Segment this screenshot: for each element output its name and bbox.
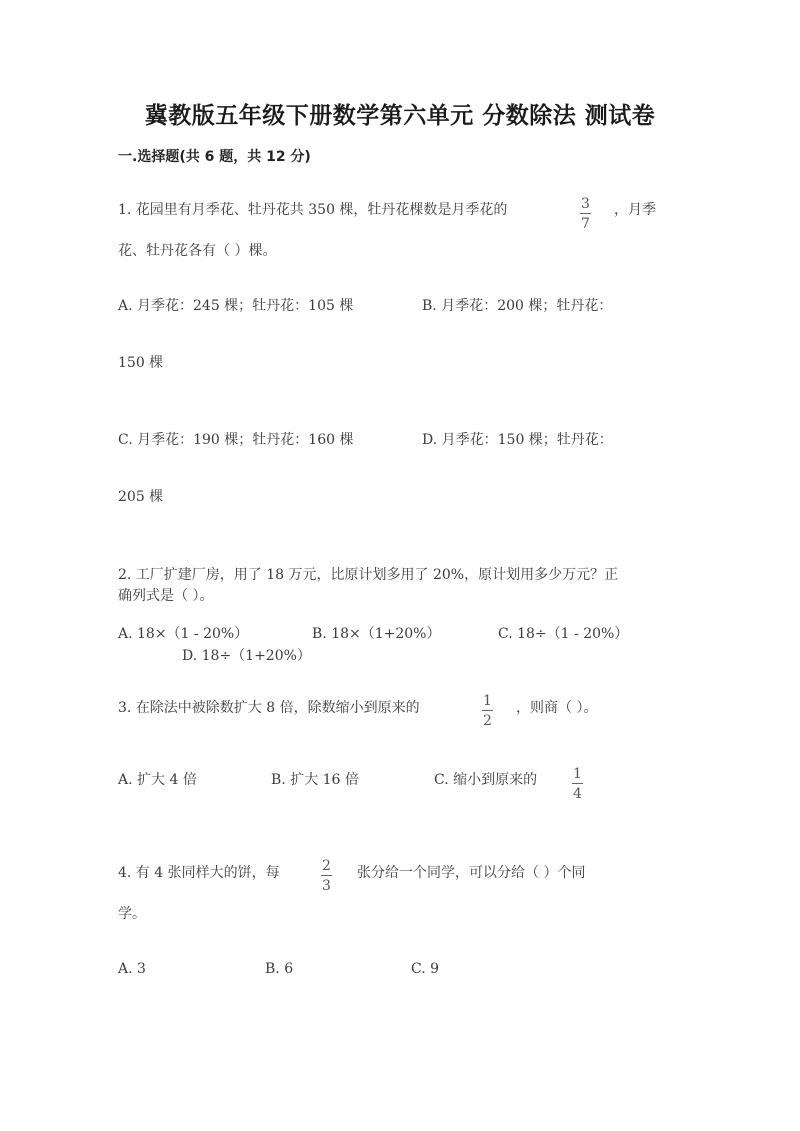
question-4-option-c[interactable]: C. 9 xyxy=(411,961,440,977)
question-3-text-before: 3. 在除法中被除数扩大 8 倍，除数缩小到原来的 xyxy=(118,700,420,716)
question-3-fraction xyxy=(481,693,494,729)
fraction-numerator: 1 xyxy=(573,766,582,782)
question-3-option-b[interactable]: B. 扩大 16 倍 xyxy=(271,772,359,788)
question-3-option-c-fraction xyxy=(571,766,584,802)
question-4-text-after: 张分给一个同学，可以分给（ ）个同 xyxy=(357,865,586,881)
question-1-option-d[interactable]: D. 月季花：150 棵；牡丹花： xyxy=(422,432,613,448)
fraction-bar xyxy=(482,710,493,711)
question-4-text-line2: 学。 xyxy=(118,906,146,922)
question-1-option-a[interactable]: A. 月季花：245 棵；牡丹花：105 棵 xyxy=(118,298,354,314)
fraction-numerator: 2 xyxy=(322,858,331,874)
question-1-text-line2: 花、牡丹花各有（ ）棵。 xyxy=(118,243,277,259)
fraction-bar xyxy=(580,213,591,214)
question-1-option-b[interactable]: B. 月季花：200 棵；牡丹花： xyxy=(422,298,613,314)
question-2-option-b[interactable]: B. 18×（1+20%） xyxy=(312,626,441,642)
question-1-fraction xyxy=(579,196,592,232)
question-3-text-after: ，则商（ ）。 xyxy=(516,700,598,716)
question-4-fraction xyxy=(320,858,333,894)
page-title: 冀教版五年级下册数学第六单元 分数除法 测试卷 xyxy=(144,103,656,129)
fraction-bar xyxy=(321,875,332,876)
fraction-denominator: 7 xyxy=(581,216,590,232)
question-1-option-d-wrap: 205 棵 xyxy=(118,489,164,505)
question-1-option-c[interactable]: C. 月季花：190 棵；牡丹花：160 棵 xyxy=(118,432,354,448)
question-2-option-a[interactable]: A. 18×（1 - 20%） xyxy=(118,626,249,642)
fraction-numerator: 1 xyxy=(483,693,492,709)
question-1-option-b-wrap: 150 棵 xyxy=(118,355,164,371)
question-1-text-after-fraction: ，月季 xyxy=(614,202,656,218)
question-2-text-line1: 2. 工厂扩建厂房，用了 18 万元，比原计划多用了 20%，原计划用多少万元？正 xyxy=(118,567,619,583)
question-4-option-b[interactable]: B. 6 xyxy=(265,961,294,977)
fraction-denominator: 3 xyxy=(322,878,331,894)
fraction-denominator: 2 xyxy=(483,713,492,729)
question-4-text-before: 4. 有 4 张同样大的饼，每 xyxy=(118,865,280,881)
question-3-option-a[interactable]: A. 扩大 4 倍 xyxy=(118,772,197,788)
fraction-denominator: 4 xyxy=(573,786,582,802)
question-1-text-line1: 1. 花园里有月季花、牡丹花共 350 棵，牡丹花棵数是月季花的 xyxy=(118,202,508,218)
question-3-option-c[interactable]: C. 缩小到原来的 xyxy=(434,772,538,788)
question-2-option-d[interactable]: D. 18÷（1+20%） xyxy=(182,648,311,664)
fraction-bar xyxy=(572,783,583,784)
fraction-numerator: 3 xyxy=(581,196,590,212)
question-2-text-line2: 确列式是（ ）。 xyxy=(118,588,214,604)
question-2-option-c[interactable]: C. 18÷（1 - 20%） xyxy=(498,626,629,642)
question-4-option-a[interactable]: A. 3 xyxy=(118,961,146,977)
section-heading: 一.选择题(共 6 题，共 12 分) xyxy=(118,149,311,165)
